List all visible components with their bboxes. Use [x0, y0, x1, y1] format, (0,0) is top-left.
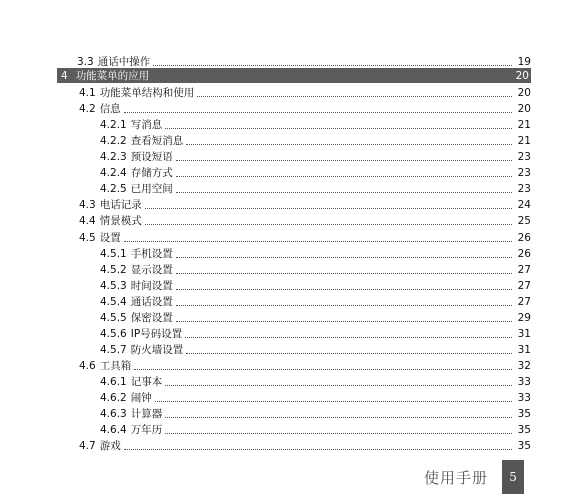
toc-entry[interactable]: [57, 388, 531, 404]
toc-leader-dots: [165, 384, 512, 386]
toc-entry-page: 26: [517, 247, 531, 260]
toc-leader-dots: [152, 74, 510, 75]
toc-entry-number: 4.2.3: [100, 151, 127, 164]
toc-entry-title: 记事本: [130, 375, 163, 388]
toc-leader-dots: [185, 336, 512, 338]
toc-entry-page: 19: [517, 56, 531, 69]
toc-entry-number: 4.5.2: [100, 263, 127, 276]
toc-entry-page: 31: [517, 327, 531, 340]
page-footer: [400, 460, 524, 494]
toc-entry-title: 计算器: [130, 408, 163, 421]
toc-entry-title: 已用空间: [130, 183, 173, 196]
table-of-contents: [57, 52, 531, 452]
toc-leader-dots: [176, 272, 512, 274]
toc-entry-title: 存储方式: [130, 167, 173, 180]
toc-leader-dots: [176, 159, 512, 161]
toc-entry-title: 预设短语: [130, 151, 173, 164]
toc-entry-number: 4.1: [79, 87, 96, 100]
toc-leader-dots: [165, 416, 512, 418]
toc-entry[interactable]: [57, 356, 531, 372]
toc-leader-dots: [176, 175, 512, 177]
toc-entry-number: 4.7: [79, 440, 96, 453]
toc-entry[interactable]: [57, 179, 531, 195]
toc-entry-page: 32: [517, 359, 531, 372]
toc-entry-number: 4.4: [79, 215, 96, 228]
toc-entry-title: 保密设置: [130, 311, 173, 324]
toc-leader-dots: [155, 400, 512, 402]
toc-leader-dots: [197, 95, 512, 97]
toc-entry-page: 27: [517, 295, 531, 308]
toc-entry-page: 23: [517, 167, 531, 180]
toc-entry-page: 20: [515, 69, 529, 82]
toc-leader-dots: [186, 352, 512, 354]
toc-entry-page: 25: [517, 215, 531, 228]
toc-leader-dots: [176, 304, 512, 306]
toc-entry[interactable]: [57, 83, 531, 99]
toc-entry-page: 35: [517, 408, 531, 421]
toc-leader-dots: [165, 127, 512, 129]
toc-entry-number: 4.5.6: [100, 327, 127, 340]
toc-entry-title: 闹钟: [130, 391, 152, 404]
toc-entry-title: 查看短消息: [130, 135, 184, 148]
toc-entry[interactable]: [57, 260, 531, 276]
toc-entry[interactable]: [57, 308, 531, 324]
toc-entry[interactable]: [57, 244, 531, 260]
toc-entry-title: IP号码设置: [130, 327, 183, 340]
toc-entry-title: 显示设置: [130, 263, 173, 276]
toc-entry[interactable]: [57, 404, 531, 420]
toc-entry-number: 4.2.2: [100, 135, 127, 148]
toc-entry-page: 33: [517, 375, 531, 388]
toc-entry-title: 情景模式: [99, 215, 142, 228]
page-number: 5: [502, 460, 524, 494]
toc-entry-page: 35: [517, 424, 531, 437]
toc-leader-dots: [165, 432, 512, 434]
toc-entry-number: 4.6: [79, 359, 96, 372]
toc-entry-number: 4: [61, 69, 68, 82]
toc-entry-page: 26: [517, 231, 531, 244]
toc-entry-number: 4.2.5: [100, 183, 127, 196]
toc-entry-page: 31: [517, 343, 531, 356]
toc-entry-page: 23: [517, 151, 531, 164]
toc-leader-dots: [153, 64, 512, 66]
toc-entry-title: 信息: [99, 103, 121, 116]
toc-entry-page: 23: [517, 183, 531, 196]
toc-entry-page: 27: [517, 263, 531, 276]
toc-entry[interactable]: [57, 195, 531, 211]
toc-entry[interactable]: [57, 276, 531, 292]
toc-entry[interactable]: [57, 147, 531, 163]
toc-entry-title: 工具箱: [99, 359, 132, 372]
toc-entry-title: 功能菜单结构和使用: [99, 87, 195, 100]
toc-leader-dots: [145, 223, 512, 225]
toc-entry-title: 时间设置: [130, 279, 173, 292]
manual-title: 使用手册: [424, 468, 489, 487]
toc-entry-number: 4.5.1: [100, 247, 127, 260]
toc-entry[interactable]: [57, 131, 531, 147]
toc-entry[interactable]: [57, 163, 531, 179]
toc-entry-number: 4.5: [79, 231, 96, 244]
toc-entry[interactable]: [57, 420, 531, 436]
toc-entry-page: 20: [517, 87, 531, 100]
toc-entry-title: 防火墙设置: [130, 343, 184, 356]
toc-leader-dots: [186, 143, 512, 145]
toc-leader-dots: [145, 207, 512, 209]
toc-entry-title: 通话设置: [130, 295, 173, 308]
toc-entry-title: 万年历: [130, 424, 163, 437]
toc-entry-number: 4.6.1: [100, 375, 127, 388]
toc-entry-page: 33: [517, 391, 531, 404]
toc-leader-dots: [124, 240, 512, 242]
toc-entry-number: 4.2.4: [100, 167, 127, 180]
toc-entry-number: 4.6.4: [100, 424, 127, 437]
toc-leader-dots: [176, 288, 512, 290]
toc-entry[interactable]: [57, 211, 531, 227]
toc-leader-dots: [176, 320, 512, 322]
toc-entry[interactable]: [57, 99, 531, 115]
toc-entry-title: 功能菜单的应用: [75, 69, 150, 82]
toc-entry[interactable]: [57, 115, 531, 131]
toc-entry-page: 21: [517, 135, 531, 148]
toc-entry[interactable]: [57, 436, 531, 452]
toc-entry[interactable]: [57, 52, 531, 68]
toc-entry-title: 设置: [99, 231, 121, 244]
toc-entry-number: 4.5.3: [100, 279, 127, 292]
toc-leader-dots: [134, 368, 512, 370]
toc-entry-number: 4.2: [79, 103, 96, 116]
toc-entry-title: 电话记录: [99, 199, 142, 212]
toc-entry-number: 3.3: [77, 56, 94, 69]
toc-entry-page: 35: [517, 440, 531, 453]
toc-entry[interactable]: [57, 227, 531, 243]
toc-entry[interactable]: [57, 372, 531, 388]
toc-entry-number: 4.5.5: [100, 311, 127, 324]
toc-entry-number: 4.6.2: [100, 391, 127, 404]
toc-entry-page: 24: [517, 199, 531, 212]
toc-leader-dots: [176, 256, 512, 258]
toc-entry[interactable]: [57, 292, 531, 308]
toc-entry-page: 21: [517, 119, 531, 132]
toc-entry-page: 27: [517, 279, 531, 292]
toc-entry-title: 写消息: [130, 119, 163, 132]
toc-entry[interactable]: [57, 324, 531, 340]
toc-entry-title: 游戏: [99, 440, 121, 453]
toc-entry-page: 20: [517, 103, 531, 116]
toc-entry-title: 通话中操作: [97, 56, 151, 69]
toc-entry-number: 4.3: [79, 199, 96, 212]
toc-entry-number: 4.5.4: [100, 295, 127, 308]
toc-entry[interactable]: [57, 340, 531, 356]
toc-leader-dots: [124, 111, 512, 113]
toc-entry-number: 4.2.1: [100, 119, 127, 132]
toc-entry-title: 手机设置: [130, 247, 173, 260]
toc-entry[interactable]: [57, 68, 531, 83]
toc-entry-number: 4.5.7: [100, 343, 127, 356]
toc-leader-dots: [176, 191, 512, 193]
toc-entry-page: 29: [517, 311, 531, 324]
toc-leader-dots: [124, 448, 512, 450]
toc-entry-number: 4.6.3: [100, 408, 127, 421]
